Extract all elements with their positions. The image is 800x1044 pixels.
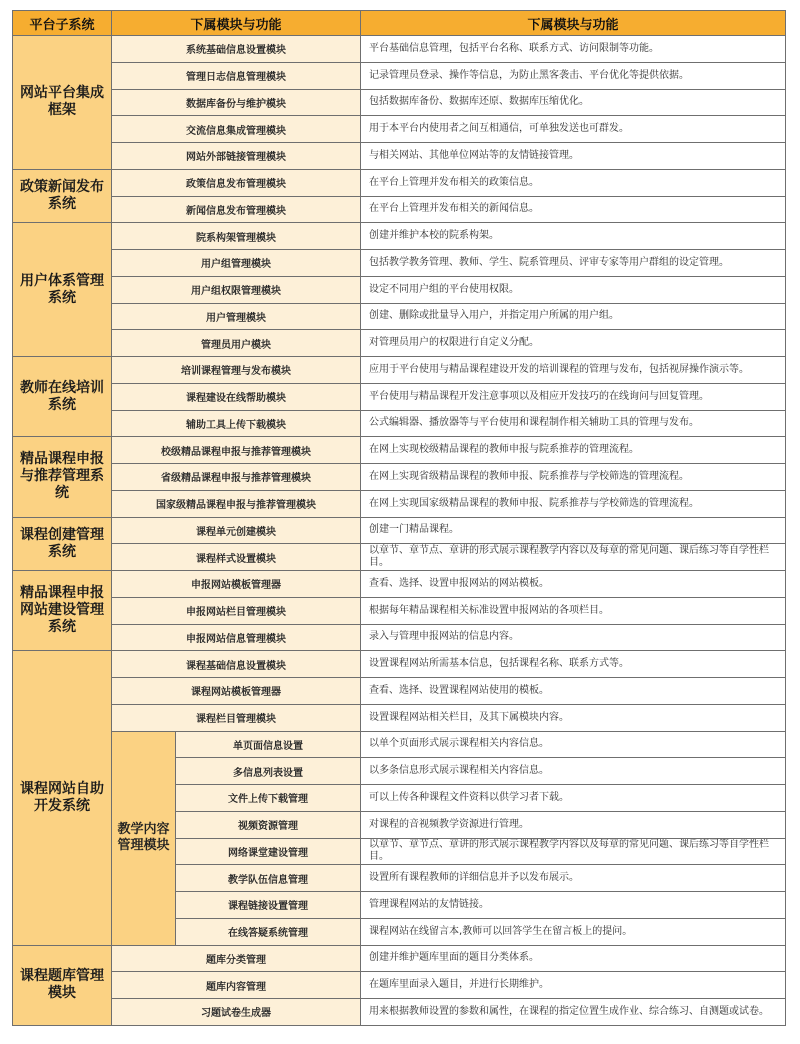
table-row	[13, 517, 786, 544]
module-name: 网站外部链接管理模块	[112, 143, 361, 170]
module-name: 文件上传下载管理	[176, 785, 361, 812]
module-group-cell: 教学内容管理模块	[112, 731, 176, 945]
module-name: 交流信息集成管理模块	[112, 116, 361, 143]
table-row	[13, 945, 786, 972]
module-name: 数据库备份与维护模块	[112, 89, 361, 116]
module-name: 习题试卷生成器	[112, 999, 361, 1026]
table-row	[13, 62, 786, 89]
module-name: 课程链接设置管理	[176, 892, 361, 919]
module-description: 平台使用与精品课程开发注意事项以及相应开发技巧的在线询问与回复管理。	[361, 383, 786, 410]
platform-subsystem-table	[12, 10, 786, 1026]
module-description: 课程网站在线留言本,教师可以回答学生在留言板上的提问。	[361, 918, 786, 945]
module-description: 在题库里面录入题目，并进行长期维护。	[361, 972, 786, 999]
subsystem-cell: 课程网站自助开发系统	[13, 651, 112, 945]
table-row	[13, 999, 786, 1026]
subsystem-cell: 精品课程申报与推荐管理系统	[13, 437, 112, 517]
module-name: 用户组权限管理模块	[112, 276, 361, 303]
module-name: 网络课堂建设管理	[176, 838, 361, 865]
module-description: 创建一门精品课程。	[361, 517, 786, 544]
module-name: 课程单元创建模块	[112, 517, 361, 544]
table-row	[13, 624, 786, 651]
subsystem-cell: 教师在线培训系统	[13, 357, 112, 437]
module-name: 单页面信息设置	[176, 731, 361, 758]
module-description: 在网上实现省级精品课程的教师申报、院系推荐与学校筛选的管理流程。	[361, 464, 786, 491]
module-name: 院系构架管理模块	[112, 223, 361, 250]
table-row	[13, 464, 786, 491]
module-name: 新闻信息发布管理模块	[112, 196, 361, 223]
module-description: 创建并维护题库里面的题目分类体系。	[361, 945, 786, 972]
subsystem-cell: 课程题库管理模块	[13, 945, 112, 1025]
module-description: 在平台上管理并发布相关的新闻信息。	[361, 196, 786, 223]
module-name: 申报网站栏目管理模块	[112, 597, 361, 624]
module-name: 课程栏目管理模块	[112, 704, 361, 731]
module-name: 课程基础信息设置模块	[112, 651, 361, 678]
table-row	[13, 276, 786, 303]
module-description: 以多条信息形式展示课程相关内容信息。	[361, 758, 786, 785]
table-row	[13, 330, 786, 357]
module-description: 设置课程网站所需基本信息，包括课程名称、联系方式等。	[361, 651, 786, 678]
table-row	[13, 223, 786, 250]
module-description: 设置所有课程教师的详细信息并予以发布展示。	[361, 865, 786, 892]
module-description: 对课程的音视频教学资源进行管理。	[361, 811, 786, 838]
module-name: 国家级精品课程申报与推荐管理模块	[112, 490, 361, 517]
module-name: 培训课程管理与发布模块	[112, 357, 361, 384]
module-name: 课程样式设置模块	[112, 544, 361, 571]
module-description: 管理课程网站的友情链接。	[361, 892, 786, 919]
module-description: 根据每年精品课程相关标准设置申报网站的各项栏目。	[361, 597, 786, 624]
module-name: 申报网站模板管理器	[112, 571, 361, 598]
module-description: 以单个页面形式展示课程相关内容信息。	[361, 731, 786, 758]
module-description: 查看、选择、设置申报网站的网站模板。	[361, 571, 786, 598]
table-row	[13, 437, 786, 464]
table-header-row	[13, 11, 786, 36]
table-row	[13, 169, 786, 196]
module-description: 包括教学教务管理、教师、学生、院系管理员、评审专家等用户群组的设定管理。	[361, 250, 786, 277]
module-description: 录入与管理申报网站的信息内容。	[361, 624, 786, 651]
module-description: 平台基础信息管理，包括平台名称、联系方式、访问限制等功能。	[361, 36, 786, 63]
table-row	[13, 571, 786, 598]
module-description: 在网上实现校级精品课程的教师申报与院系推荐的管理流程。	[361, 437, 786, 464]
module-name: 省级精品课程申报与推荐管理模块	[112, 464, 361, 491]
module-description: 以章节、章节点、章讲的形式展示课程教学内容以及每章的常见问题、课后练习等自学性栏目。	[361, 544, 786, 571]
table-row	[13, 357, 786, 384]
table-row	[13, 731, 786, 758]
module-name: 课程建设在线帮助模块	[112, 383, 361, 410]
table-row	[13, 383, 786, 410]
module-description: 包括数据库备份、数据库还原、数据库压缩优化。	[361, 89, 786, 116]
module-name: 题库分类管理	[112, 945, 361, 972]
subsystem-cell: 精品课程申报网站建设管理系统	[13, 571, 112, 651]
module-description: 公式编辑器、播放器等与平台使用和课程制作相关辅助工具的管理与发布。	[361, 410, 786, 437]
subsystem-cell: 政策新闻发布系统	[13, 169, 112, 223]
table-row	[13, 651, 786, 678]
table-row	[13, 250, 786, 277]
module-description: 在平台上管理并发布相关的政策信息。	[361, 169, 786, 196]
module-name: 题库内容管理	[112, 972, 361, 999]
module-description: 设定不同用户组的平台使用权限。	[361, 276, 786, 303]
table-row	[13, 143, 786, 170]
module-name: 在线答疑系统管理	[176, 918, 361, 945]
subsystem-cell: 网站平台集成框架	[13, 36, 112, 170]
module-description: 设置课程网站相关栏目，及其下属模块内容。	[361, 704, 786, 731]
table-row	[13, 89, 786, 116]
table-row	[13, 196, 786, 223]
module-name: 用户管理模块	[112, 303, 361, 330]
module-description: 应用于平台使用与精品课程建设开发的培训课程的管理与发布，包括视屏操作演示等。	[361, 357, 786, 384]
module-description: 用于本平台内使用者之间互相通信，可单独发送也可群发。	[361, 116, 786, 143]
module-description: 查看、选择、设置课程网站使用的模板。	[361, 678, 786, 705]
module-description: 可以上传各种课程文件资料以供学习者下载。	[361, 785, 786, 812]
module-name: 教学队伍信息管理	[176, 865, 361, 892]
module-name: 辅助工具上传下载模块	[112, 410, 361, 437]
module-description: 对管理员用户的权限进行自定义分配。	[361, 330, 786, 357]
module-name: 多信息列表设置	[176, 758, 361, 785]
module-description: 与相关网站、其他单位网站等的友情链接管理。	[361, 143, 786, 170]
subsystem-cell: 课程创建管理系统	[13, 517, 112, 571]
module-description: 创建、删除或批量导入用户，并指定用户所属的用户组。	[361, 303, 786, 330]
module-name: 课程网站模板管理器	[112, 678, 361, 705]
module-description: 以章节、章节点、章讲的形式展示课程教学内容以及每章的常见问题、课后练习等自学性栏目。	[361, 838, 786, 865]
header-functions: 下属模块与功能	[361, 11, 786, 36]
table-row	[13, 36, 786, 63]
table-row	[13, 678, 786, 705]
module-description: 创建并维护本校的院系构架。	[361, 223, 786, 250]
module-description: 用来根据教师设置的参数和属性，在课程的指定位置生成作业、综合练习、自测题或试卷。	[361, 999, 786, 1026]
table-row	[13, 597, 786, 624]
module-name: 视频资源管理	[176, 811, 361, 838]
module-name: 申报网站信息管理模块	[112, 624, 361, 651]
module-name: 系统基础信息设置模块	[112, 36, 361, 63]
module-description: 在网上实现国家级精品课程的教师申报、院系推荐与学校筛选的管理流程。	[361, 490, 786, 517]
module-name: 政策信息发布管理模块	[112, 169, 361, 196]
table-row	[13, 410, 786, 437]
module-name: 用户组管理模块	[112, 250, 361, 277]
table-row	[13, 704, 786, 731]
table-row	[13, 303, 786, 330]
table-row	[13, 116, 786, 143]
module-name: 管理员用户模块	[112, 330, 361, 357]
table-row	[13, 544, 786, 571]
subsystem-cell: 用户体系管理系统	[13, 223, 112, 357]
header-subsystem: 平台子系统	[13, 11, 112, 36]
module-name: 校级精品课程申报与推荐管理模块	[112, 437, 361, 464]
table-row	[13, 972, 786, 999]
module-description: 记录管理员登录、操作等信息，为防止黑客袭击、平台优化等提供依据。	[361, 62, 786, 89]
header-modules: 下属模块与功能	[112, 11, 361, 36]
module-name: 管理日志信息管理模块	[112, 62, 361, 89]
table-row	[13, 490, 786, 517]
